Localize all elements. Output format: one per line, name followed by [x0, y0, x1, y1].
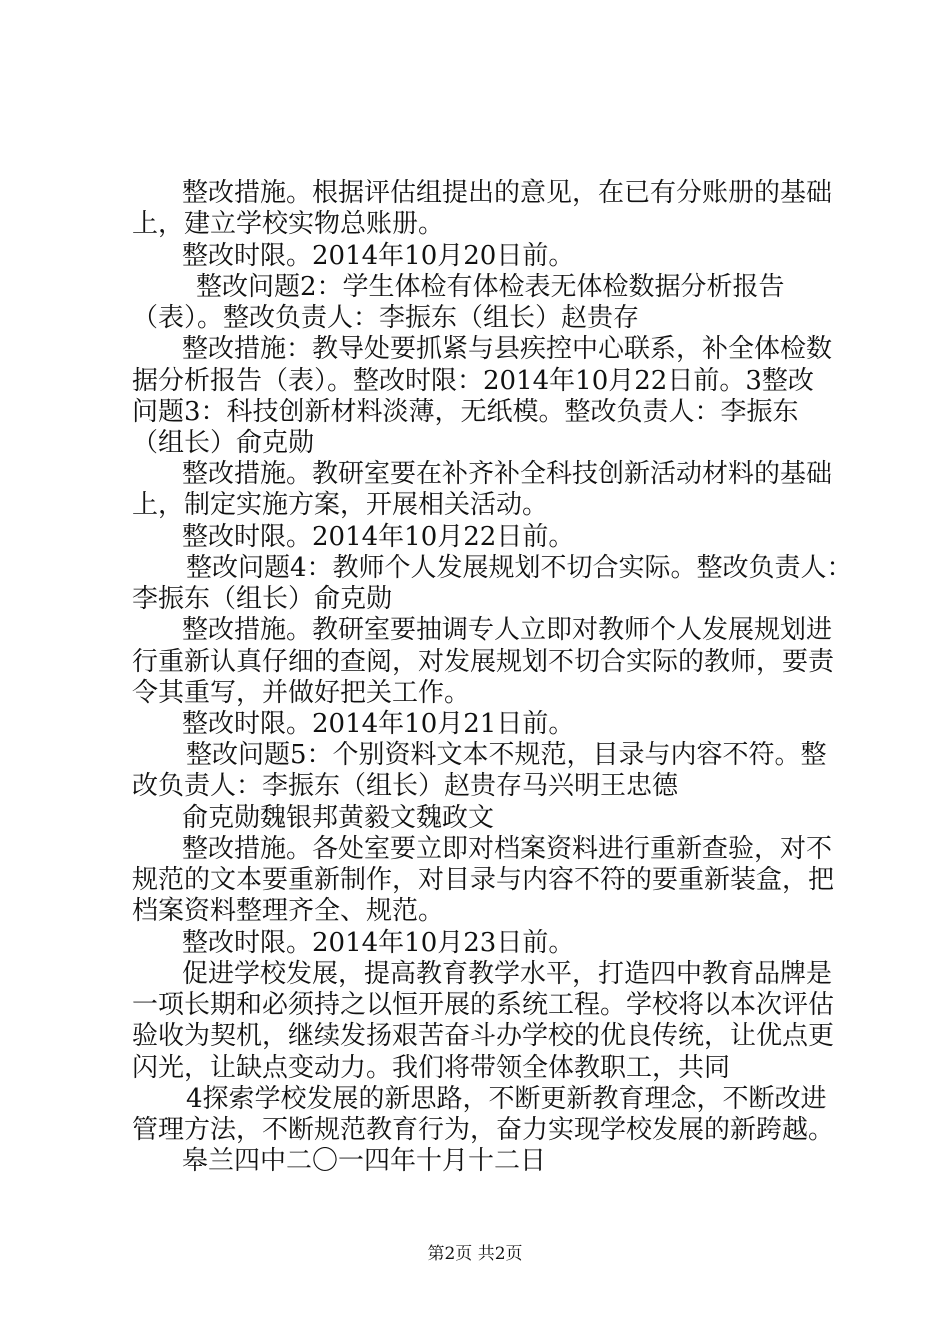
- paragraph-line: 规范的文本要重新制作，对目录与内容不符的要重新装盒，把: [132, 865, 835, 895]
- signature-line: 皋兰四中二〇一四年十月十二日: [182, 1146, 547, 1176]
- paragraph-line: 整改问题4：教师个人发展规划不切合实际。整改负责人：: [186, 553, 853, 583]
- paragraph-line: （表）。整改负责人：李振东（组长）赵贵存: [132, 303, 640, 333]
- paragraph-line: 4探索学校发展的新思路，不断更新教育理念，不断改进: [186, 1084, 827, 1114]
- paragraph-line: 管理方法，不断规范教育行为，奋力实现学校发展的新跨越。: [132, 1115, 835, 1145]
- paragraph-line: 行重新认真仔细的查阅，对发展规划不切合实际的教师，要责: [132, 647, 835, 677]
- paragraph-line: 整改措施：教导处要抓紧与县疾控中心联系，补全体检数: [182, 334, 833, 364]
- paragraph-line: 整改措施。各处室要立即对档案资料进行重新查验，对不: [182, 834, 833, 864]
- paragraph-line: 问题3：科技创新材料淡薄，无纸模。整改负责人：李振东: [132, 397, 799, 427]
- paragraph-line: 整改问题5：个别资料文本不规范，目录与内容不符。整: [186, 740, 827, 770]
- paragraph-line: 整改问题2：学生体检有体检表无体检数据分析报告: [196, 272, 785, 302]
- paragraph-line: 李振东（组长）俞克勋: [132, 584, 393, 614]
- paragraph-line: 整改时限。2014年10月22日前。: [182, 522, 575, 552]
- paragraph-line: 促进学校发展，提高教育教学水平，打造四中教育品牌是: [182, 959, 833, 989]
- paragraph-line: 整改时限。2014年10月23日前。: [182, 928, 575, 958]
- paragraph-line: 整改措施。教研室要抽调专人立即对教师个人发展规划进: [182, 615, 833, 645]
- page-footer: 第2页 共2页: [427, 1244, 523, 1264]
- paragraph-line: 整改措施。教研室要在补齐补全科技创新活动材料的基础: [182, 459, 833, 489]
- paragraph-line: 一项长期和必须持之以恒开展的系统工程。学校将以本次评估: [132, 990, 835, 1020]
- paragraph-line: 令其重写，并做好把关工作。: [132, 678, 471, 708]
- paragraph-line: 整改措施。根据评估组提出的意见，在已有分账册的基础: [182, 178, 833, 208]
- paragraph-line: 上，建立学校实物总账册。: [132, 209, 445, 239]
- paragraph-line: 整改时限。2014年10月21日前。: [182, 709, 575, 739]
- paragraph-line: （组长）俞克勋: [132, 428, 315, 458]
- paragraph-line: 整改时限。2014年10月20日前。: [182, 241, 575, 271]
- paragraph-line: 档案资料整理齐全、规范。: [132, 896, 445, 926]
- paragraph-line: 俞克勋魏银邦黄毅文魏政文: [182, 803, 495, 833]
- paragraph-line: 验收为契机，继续发扬艰苦奋斗办学校的优良传统，让优点更: [132, 1021, 835, 1051]
- paragraph-line: 据分析报告（表）。整改时限：2014年10月22日前。3整改: [132, 366, 814, 396]
- paragraph-line: 上，制定实施方案，开展相关活动。: [132, 490, 549, 520]
- paragraph-line: 闪光，让缺点变动力。我们将带领全体教职工，共同: [132, 1053, 731, 1083]
- paragraph-line: 改负责人：李振东（组长）赵贵存马兴明王忠德: [132, 771, 679, 801]
